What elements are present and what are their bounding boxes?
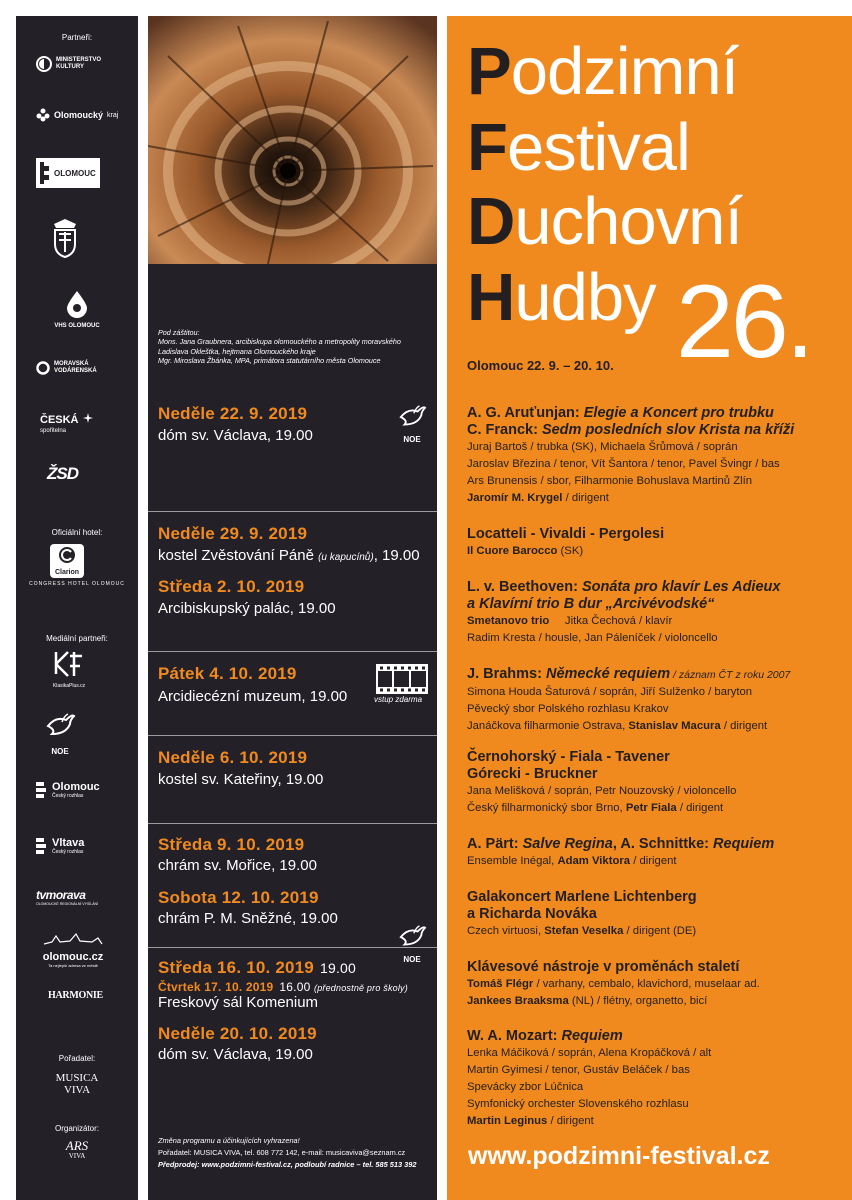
noe-logo-sidebar: NOE [42,712,78,756]
event-2-venue: kostel Zvěstování Páně (u kapucínů), 19.00 [158,547,420,564]
klasikaplus-logo: KlasikaPlus.cz [44,650,94,689]
official-hotel-label: Oficiální hotel: [51,528,103,537]
program-6: A. Pärt: Salve Regina, A. Schnittke: Requiem Ensemble Inégal, Adam Viktora / dirigent [467,836,775,867]
program-8: Klávesové nástroje v proměnách staletí Tomáš Flégr / varhany, cembalo, klavichord, muselaar ad. Jankees Braaksma (NL) / flétny, organetto, bicí [467,959,760,1007]
cro-vltava-logo: Vltava Český rozhlas [36,836,124,856]
partners-sidebar [16,16,138,1200]
program-4: J. Brahms: Německé requiem / záznam ČT z roku 2007 Simona Houda Šaturová / soprán, Jiří Sulženko / baryton Pěvecký sbor Polského rozhlasu Krakov Janáčkova filharmonie Ostrava, Stanislav Macura / dirigent [467,666,791,732]
dove-icon [42,712,78,742]
noe-logo-event-7: NOE [394,924,430,964]
event-7-date: Sobota 12. 10. 2019 [158,888,319,907]
dove-icon [394,404,430,432]
divider [148,947,437,948]
event-9-venue: dóm sv. Václava, 19.00 [158,1046,313,1063]
film-strip-icon [376,664,428,694]
ring-icon [36,361,50,375]
ministry-emblem-icon [36,56,52,72]
moravska-vodarenska-logo: MORAVSKÁ VODÁRENSKÁ [36,361,124,375]
free-entry-note: vstup zdarma [374,695,423,704]
organizer-label: Pořadatel: [58,1054,96,1063]
divider [148,735,437,736]
divider [148,511,437,512]
footer-info: Změna programu a účinkujících vyhrazena! Pořadatel: MUSICA VIVA, tel. 608 772 142, e-mail: musicaviva@seznam.cz Předprodej: www.podzimni-festival.cz, podloubí radnice – tel. 585 513 392 [158,1136,417,1169]
program-2: Locatteli - Vivaldi - Pergolesi Il Cuore Barocco (SK) [467,526,665,557]
event-8-date: Středa 16. 10. 2019 19.00 [158,958,357,977]
sporitelna-star-icon [83,413,93,423]
event-2-date: Neděle 29. 9. 2019 [158,524,308,543]
event-3-venue: Arcibiskupský palác, 19.00 [158,600,336,617]
organizer2-label: Organizátor: [54,1124,100,1133]
spiral-staircase-photo [148,16,437,264]
program-9: W. A. Mozart: Requiem Lenka Máčiková / soprán, Alena Kropáčková / alt Martin Gyimesi / tenor, Gustáv Beláček / bas Spevácky zbor Lúčnica Symfonický orchester Slovenského rozhlasu Martin Leginus / dirigent [467,1028,712,1127]
spiral-staircase-illustration [148,16,437,264]
klasikaplus-monogram-icon [52,650,86,678]
title-line-3: Duchovní [467,184,743,259]
ars-viva-logo: ARS VIVA [65,1138,89,1160]
festival-website-link[interactable]: www.podzimni-festival.cz [468,1142,770,1170]
title-line-4: Hudby [467,260,656,335]
event-8-venue: Freskový sál Komenium [158,994,319,1011]
water-drop-icon [65,290,89,318]
divider [148,651,437,652]
event-1-date: Neděle 22. 9. 2019 [158,404,308,423]
event-3-date: Středa 2. 10. 2019 [158,577,305,596]
olomouc-cz-logo: olomouc.cz Ta nejlepší adresa ve městě [40,932,106,968]
ceska-sporitelna-logo: ČESKÁ spořitelna [40,410,93,434]
divider [148,823,437,824]
partners-label: Partneři: [61,33,93,42]
cro-olomouc-logo: Olomouc Český rozhlas [36,780,124,800]
event-7-venue: chrám P. M. Sněžné, 19.00 [158,910,338,927]
clarion-subtitle: CONGRESS HOTEL OLOMOUC [29,581,125,587]
noe-logo-event-1: NOE [394,404,430,444]
olomouc-city-logo: OLOMOUC [36,158,100,188]
event-4-date: Pátek 4. 10. 2019 [158,664,297,683]
title-line-2: Festival [467,110,690,185]
event-5-date: Neděle 6. 10. 2019 [158,748,308,767]
musica-viva-logo: MUSICA VIVA [55,1072,99,1096]
edition-number: 26. [676,264,812,380]
clarion-emblem-icon [57,546,77,564]
clarion-logo: Clarion [50,544,84,578]
patronage-block: Pod záštitou: Mons. Jana Graubnera, arcibiskupa olomouckého a metropolity moravského Ladislava Okleštka, hejtmana Olomouckého kraje Mgr. Miroslava Žbánka, MPA, primátora statutárního města Olomouce [158,328,401,366]
ministerstvo-kultury-logo: MINISTERSTVO KULTURY [36,56,124,72]
program-7: Galakoncert Marlene Lichtenberg a Richarda Nováka Czech virtuosi, Stefan Veselka / dirigent (DE) [467,889,697,937]
flower-icon [36,108,50,122]
city-block-icon [40,162,50,184]
program-5: Černohorský - Fiala - Tavener Górecki - Bruckner Jana Melišková / soprán, Petr Nouzovský / violoncello Český filharmonický sbor Brno, Petr Fiala / dirigent [467,749,737,814]
radio-bars-icon [36,780,48,800]
vhs-olomouc-logo: VHS OLOMOUC [16,290,138,329]
event-8-date-2: Čtvrtek 17. 10. 2019 16.00 (přednostně pro školy) [158,980,408,994]
event-6-venue: chrám sv. Mořice, 19.00 [158,857,317,874]
event-5-venue: kostel sv. Kateřiny, 19.00 [158,771,324,788]
event-1-venue: dóm sv. Václava, 19.00 [158,427,313,444]
event-6-date: Středa 9. 10. 2019 [158,835,305,854]
archdiocese-coat-of-arms-icon [50,218,80,258]
harmonie-logo: HARMONIE [48,990,103,1001]
skyline-icon [42,932,104,946]
event-4-venue: Arcidiecézní muzeum, 19.00 [158,688,348,705]
radio-bars-icon [36,836,48,856]
olomoucky-kraj-logo: Olomoucký kraj [36,108,124,122]
media-partners-label: Mediální partneři: [46,634,108,643]
program-3: L. v. Beethoven: Sonáta pro klavír Les Adieux a Klavírní trio B dur „Arcivévodské“ Smetanovo trio Jitka Čechová / klavír Radim Kresta / housle, Jan Páleníček / violoncello [467,579,781,644]
zsd-logo: ŽSD [47,464,78,483]
title-line-1: Podzimní [467,34,739,109]
tvmorava-logo: tvmorava OLOMOUCKÉ REGIONÁLNÍ VYSÍLÁNÍ [36,888,99,906]
event-9-date: Neděle 20. 10. 2019 [158,1024,317,1043]
festival-dates: Olomouc 22. 9. – 20. 10. [467,358,614,373]
program-1: A. G. Aruťunjan: Elegie a Koncert pro trubku C. Franck: Sedm posledních slov Krista na kříži Juraj Bartoš / trubka (SK), Michaela Šrůmová / soprán Jaroslav Březina / tenor, Vít Šantora / tenor, Pavel Švingr / bas Ars Brunensis / sbor, Filharmonie Bohuslava Martinů Zlín Jaromír M. Krygel / dirigent [467,405,795,504]
